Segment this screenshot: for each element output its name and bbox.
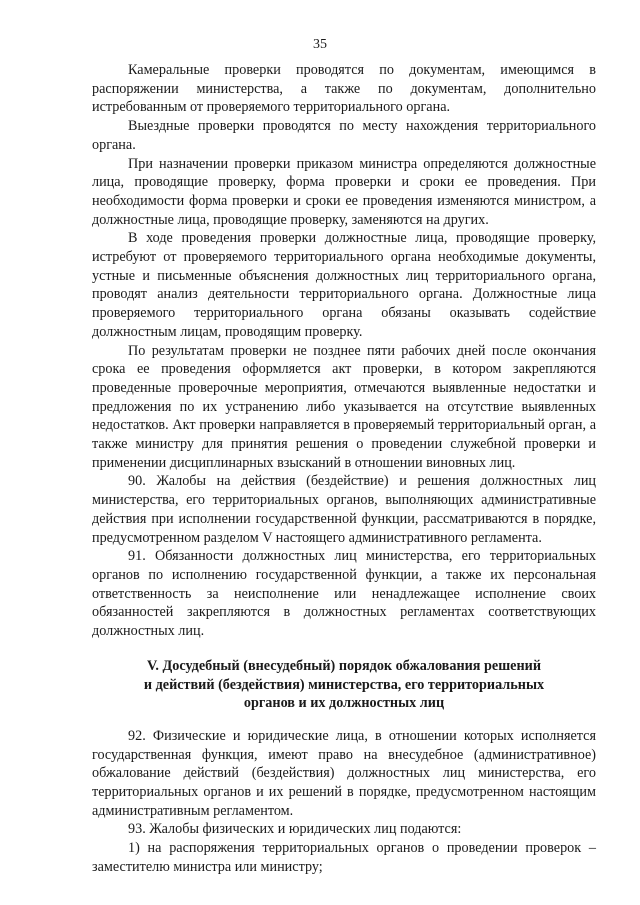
paragraph-91: 91. Обязанности должностных лиц министерства, его территориальных органов по исполнению государственной функции, а также их персональная ответственность за неисполнение или ненадлежащее исполнение своих обязанностей закрепляются в должностных регламентах соответствующих должностных лиц. — [92, 548, 596, 640]
page-number: 35 — [313, 37, 327, 52]
section-title — [92, 657, 596, 713]
paragraph-inspection-results: По результатам проверки не позднее пяти рабочих дней после окончания срока ее проведения оформляется акт проверки, в котором закрепляются проведенные проверочные мероприятия, отмечаются выявленные недостатки и предложения по их устранению либо указывается на отсутствие выявленных недостатков. Акт проверки направляется в проверяемый территориальный орган, а также министру для принятия решения о проведении служебной проверки и применении дисциплинарных взысканий в отношении виновных лиц. — [92, 342, 596, 471]
paragraph-inspection-process: В ходе проведения проверки должностные лица, проводящие проверку, истребуют от проверяемого территориального органа необходимые документы, устные и письменные объяснения должностных лиц территориального органа, проводят анализ деятельности территориального органа. Должностные лица проверяемого территориального органа обязаны оказывать содействие должностным лицам, проводящим проверку. — [92, 230, 596, 340]
paragraph-90: 90. Жалобы на действия (бездействие) и решения должностных лиц министерства, его территориальных органов, выполняющих административные действия при исполнении государственной функции, рассматриваются в порядке, предусмотренном разделом V настоящего административного регламента. — [92, 473, 596, 546]
paragraph-92: 92. Физические и юридические лица, в отношении которых исполняется государственная функция, имеют право на внесудебное (административное) обжалование действий (бездействия) должностных лиц министерства, его территориальных органов и их решений в порядке, предусмотренном настоящим административным регламентом. — [92, 727, 596, 819]
section-title-line: органов и их должностных лиц — [243, 695, 445, 712]
paragraph-field-inspections: Выездные проверки проводятся по месту нахождения территориального органа. — [92, 118, 596, 153]
paragraph-93-item-1: 1) на распоряжения территориальных органов о проведении проверок – заместителю министра или министру; — [92, 840, 596, 875]
paragraph-93: 93. Жалобы физических и юридических лиц подаются: — [128, 821, 462, 838]
paragraph-desk-inspections: Камеральные проверки проводятся по документам, имеющимся в распоряжении министерства, а также по документам, дополнительно истребованным от проверяемого территориального органа. — [92, 62, 596, 116]
document-body — [92, 61, 596, 877]
section-title-line: и действий (бездействия) министерства, его территориальных — [143, 676, 545, 693]
paragraph-inspection-appointment: При назначении проверки приказом министра определяются должностные лица, проводящие проверку, форма проверки и сроки ее проведения. При необходимости форма проверки и сроки ее проведения изменяются министром, а должностные лица, проводящие проверку, заменяются на других. — [92, 155, 596, 228]
section-title-line: V. Досудебный (внесудебный) порядок обжалования решений — [147, 657, 541, 674]
